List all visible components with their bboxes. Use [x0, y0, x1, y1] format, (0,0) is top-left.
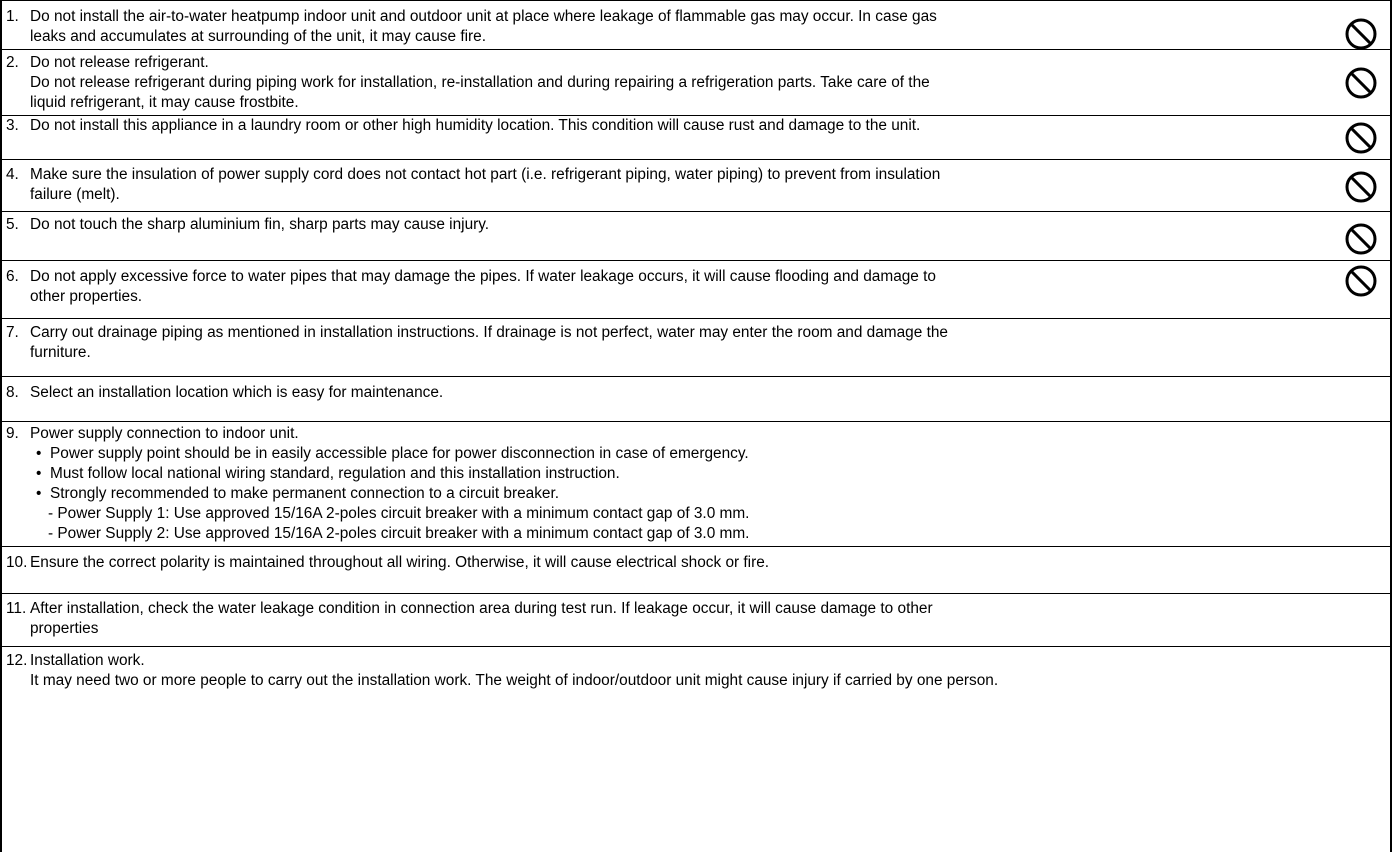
item-number: 12. — [6, 652, 28, 669]
bullet-dot-icon: • — [36, 485, 42, 502]
item-number: 5. — [6, 216, 19, 233]
item-number: 9. — [6, 425, 19, 442]
precaution-text-9: 9. Power supply connection to indoor unit. • Power supply point should be in easily accessible place for power disconnection in case of emergency. • Must follow local national wiring standard, regulation and this installation instruction. • Strongly recommended to make permanent connection to a circuit breaker. - Power Supply 1: Use approved 15/16A 2-poles circuit breaker with a minimum contact gap of 3.0 mm. - Power Supply 2: Use approved 15/16A 2-poles circuit breaker with a minimum contact gap of 3.0 mm. — [6, 424, 1302, 544]
precaution-text-3: 3. Do not install this appliance in a laundry room or other high humidity location. This condition will cause rust and damage to the unit. — [6, 117, 921, 134]
item-number: 2. — [6, 54, 19, 71]
precaution-text-4: 4. Make sure the insulation of power supply cord does not contact hot part (i.e. refrigerant piping, water piping) to prevent from insulation failure (melt). — [6, 166, 941, 203]
precaution-text-8: 8. Select an installation location which is easy for maintenance. — [6, 384, 444, 401]
bullet-dot-icon: • — [36, 465, 42, 482]
precaution-text-2: 2. Do not release refrigerant. Do not release refrigerant during piping work for installation, re-installation and during repairing a refrigeration parts. Take care of the liquid refrigerant, it may cause frostbite. — [6, 54, 930, 111]
precaution-text-6: 6. Do not apply excessive force to water pipes that may damage the pipes. If water leakage occurs, it will cause flooding and damage to other properties. — [6, 268, 936, 305]
item-number: 10. — [6, 554, 28, 571]
prohibition-icon — [1344, 222, 1380, 258]
item-number: 6. — [6, 268, 19, 285]
precaution-text-11: 11. After installation, check the water leakage condition in connection area during test run. If leakage occur, it will cause damage to other properties — [6, 600, 933, 637]
item-number: 3. — [6, 117, 19, 134]
sub-item: - Power Supply 1: Use approved 15/16A 2-poles circuit breaker with a minimum contact gap of 3.0 mm. — [48, 505, 750, 522]
precaution-row-11 — [0, 594, 1392, 647]
left-border — [0, 0, 2, 852]
precaution-text-10: 10. Ensure the correct polarity is maintained throughout all wiring. Otherwise, it will cause electrical shock or fire. — [6, 554, 770, 571]
precaution-row-2 — [0, 50, 1392, 116]
precaution-row-3 — [0, 116, 1392, 160]
item-number: 7. — [6, 324, 19, 341]
precaution-text-5: 5. Do not touch the sharp aluminium fin, sharp parts may cause injury. — [6, 216, 490, 233]
precaution-row-5 — [0, 212, 1392, 261]
precaution-row-4 — [0, 160, 1392, 212]
item-number: 1. — [6, 8, 19, 25]
item-number: 4. — [6, 166, 19, 183]
precaution-row-8 — [0, 377, 1392, 422]
bullet-item: • Strongly recommended to make permanent connection to a circuit breaker. — [36, 485, 560, 502]
prohibition-icon — [1344, 121, 1380, 157]
precaution-row-12 — [0, 647, 1392, 852]
prohibition-icon — [1344, 66, 1380, 102]
precaution-row-9 — [0, 422, 1392, 547]
item-number: 11. — [6, 600, 27, 617]
precaution-row-6 — [0, 261, 1392, 319]
precaution-text-7: 7. Carry out drainage piping as mentioned in installation instructions. If drainage is not perfect, water may enter the room and damage the furniture. — [6, 324, 948, 361]
sub-item: - Power Supply 2: Use approved 15/16A 2-poles circuit breaker with a minimum contact gap of 3.0 mm. — [48, 525, 750, 542]
precaution-text-12: 12. Installation work. It may need two or more people to carry out the installation work. The weight of indoor/outdoor unit might cause injury if carried by one person. — [6, 652, 999, 689]
precaution-text-1: 1. Do not install the air-to-water heatpump indoor unit and outdoor unit at place where leakage of flammable gas may occur. In case gas leaks and accumulates at surrounding of the unit, it may cause fire. — [6, 8, 937, 45]
prohibition-icon — [1344, 170, 1380, 206]
precaution-row-10 — [0, 547, 1392, 594]
item-number: 8. — [6, 384, 19, 401]
bullet-item: • Must follow local national wiring standard, regulation and this installation instruction. — [36, 465, 620, 482]
precaution-row-7 — [0, 319, 1392, 377]
precaution-row-1 — [0, 1, 1392, 50]
bullet-dot-icon: • — [36, 445, 42, 462]
prohibition-icon — [1344, 17, 1380, 53]
prohibition-icon — [1344, 264, 1380, 300]
bullet-item: • Power supply point should be in easily accessible place for power disconnection in case of emergency. — [36, 445, 749, 462]
